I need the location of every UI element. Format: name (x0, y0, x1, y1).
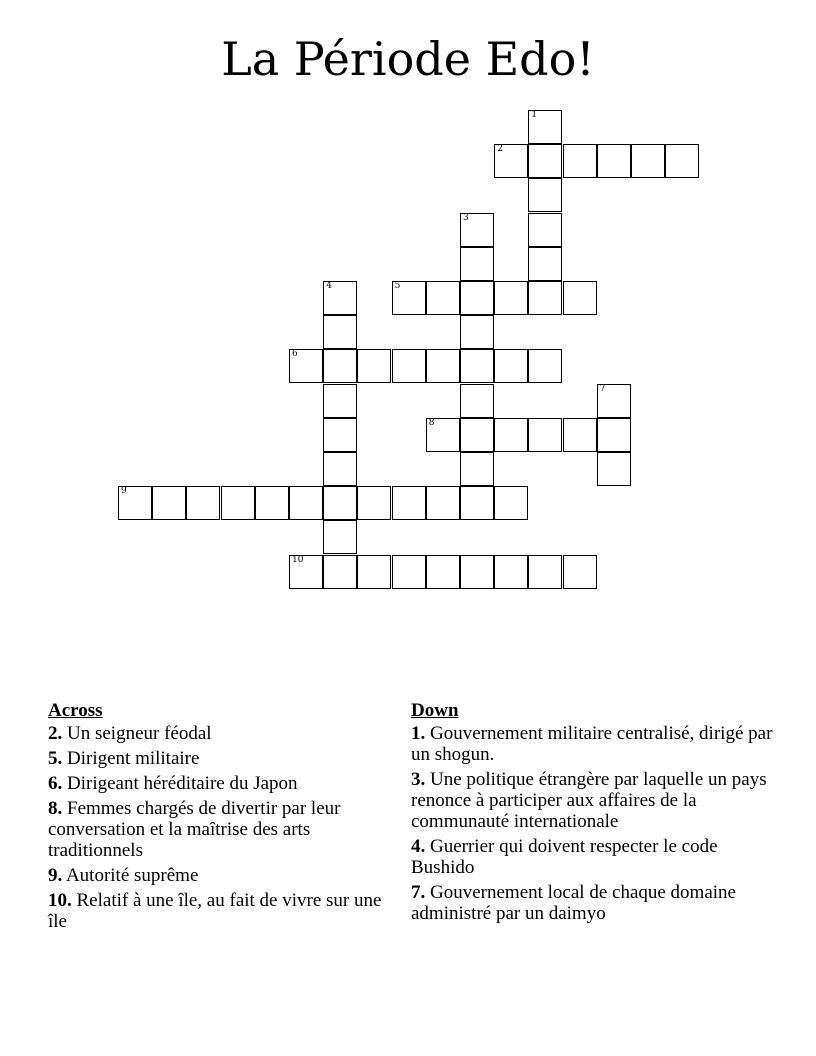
clue-number: 6. (48, 773, 63, 794)
clue-text: Femmes chargés de divertir par leur conversation et la maîtrise des arts traditionnels (48, 798, 341, 861)
grid-cell[interactable] (392, 486, 426, 520)
grid-cell[interactable] (357, 555, 391, 589)
clue-across-8 (48, 798, 393, 861)
grid-cell[interactable] (460, 486, 494, 520)
grid-cell[interactable] (323, 520, 357, 554)
clue-text: Un seigneur féodal (67, 723, 212, 744)
grid-cell[interactable] (289, 486, 323, 520)
cell-number: 4 (326, 281, 332, 291)
grid-cell[interactable] (528, 213, 562, 247)
grid-cell[interactable] (528, 144, 562, 178)
grid-cell[interactable] (426, 418, 460, 452)
clue-number: 1. (411, 723, 426, 744)
clue-number: 10. (48, 890, 72, 911)
grid-cell[interactable] (665, 144, 699, 178)
grid-cell[interactable] (597, 144, 631, 178)
grid-cell[interactable] (323, 384, 357, 418)
clue-text: Guerrier qui doivent respecter le code Bushido (411, 836, 718, 878)
down-clues (411, 700, 776, 928)
grid-cell[interactable] (118, 486, 152, 520)
grid-cell[interactable] (460, 555, 494, 589)
clue-down-7 (411, 882, 776, 924)
grid-cell[interactable] (392, 349, 426, 383)
grid-cell[interactable] (323, 281, 357, 315)
grid-cell[interactable] (494, 486, 528, 520)
clue-number: 8. (48, 798, 63, 819)
clue-number: 2. (48, 723, 63, 744)
clue-across-6 (48, 773, 393, 794)
grid-cell[interactable] (289, 349, 323, 383)
grid-cell[interactable] (563, 281, 597, 315)
cell-number: 5 (394, 281, 401, 291)
grid-cell[interactable] (494, 144, 528, 178)
grid-cell[interactable] (528, 247, 562, 281)
grid-cell[interactable] (460, 247, 494, 281)
grid-cell[interactable] (152, 486, 186, 520)
cell-number: 6 (292, 349, 298, 360)
cell-number: 2 (497, 144, 503, 155)
grid-cell[interactable] (460, 384, 494, 418)
clue-text: Gouvernement militaire centralisé, dirigé par un shogun. (411, 723, 773, 765)
grid-cell[interactable] (426, 281, 460, 315)
clue-text: Autorité suprême (65, 865, 199, 886)
clue-text: Une politique étrangère par laquelle un pays renonce à participer aux affaires de la communauté internationale (411, 769, 767, 832)
clue-number: 4. (411, 836, 426, 857)
grid-cell[interactable] (323, 555, 357, 589)
grid-cell[interactable] (528, 178, 562, 212)
grid-cell[interactable] (528, 349, 562, 383)
grid-cell[interactable] (323, 452, 357, 486)
grid-cell[interactable] (597, 384, 631, 418)
cell-number: 7 (599, 383, 606, 394)
clue-across-10 (48, 890, 393, 932)
clue-down-4 (411, 836, 776, 878)
grid-cell[interactable] (597, 418, 631, 452)
page-title: La Période Edo! (221, 32, 595, 86)
grid-cell[interactable] (460, 418, 494, 452)
grid-cell[interactable] (426, 486, 460, 520)
clue-down-3 (411, 769, 776, 832)
cell-number: 8 (428, 417, 435, 428)
grid-cell[interactable] (357, 486, 391, 520)
clue-across-2 (48, 723, 393, 744)
clue-text: Gouvernement local de chaque domaine administré par un daimyo (411, 882, 736, 924)
clue-number: 5. (48, 748, 63, 769)
grid-cell[interactable] (289, 555, 323, 589)
clue-text: Dirigeant héréditaire du Japon (67, 773, 298, 794)
grid-cell[interactable] (323, 315, 357, 349)
across-heading: Across (48, 700, 103, 721)
clue-number: 7. (411, 882, 426, 903)
cell-number: 9 (121, 486, 127, 497)
cell-number: 3 (463, 212, 469, 223)
clue-down-1 (411, 723, 776, 765)
grid-cell[interactable] (631, 144, 665, 178)
clue-number: 9. (48, 865, 63, 886)
grid-cell[interactable] (357, 349, 391, 383)
grid-cell[interactable] (528, 281, 562, 315)
grid-cell[interactable] (597, 452, 631, 486)
grid-cell[interactable] (563, 555, 597, 589)
down-heading: Down (411, 700, 459, 721)
grid-cell[interactable] (426, 349, 460, 383)
grid-cell[interactable] (563, 418, 597, 452)
grid-cell[interactable] (460, 315, 494, 349)
grid-cell[interactable] (186, 486, 220, 520)
across-clues (48, 700, 393, 936)
grid-cell[interactable] (528, 418, 562, 452)
grid-cell[interactable] (460, 349, 494, 383)
grid-cell[interactable] (323, 486, 357, 520)
grid-cell[interactable] (392, 555, 426, 589)
clue-text: Relatif à une île, au fait de vivre sur une île (48, 890, 382, 932)
grid-cell[interactable] (323, 349, 357, 383)
grid-cell[interactable] (528, 110, 562, 144)
grid-cell[interactable] (460, 452, 494, 486)
cell-number: 1 (531, 110, 538, 120)
grid-cell[interactable] (460, 213, 494, 247)
grid-cell[interactable] (563, 144, 597, 178)
grid-cell[interactable] (494, 281, 528, 315)
grid-cell[interactable] (426, 555, 460, 589)
clue-across-5 (48, 748, 393, 769)
grid-cell[interactable] (323, 418, 357, 452)
grid-cell[interactable] (460, 281, 494, 315)
grid-cell[interactable] (255, 486, 289, 520)
grid-cell[interactable] (494, 418, 528, 452)
clue-text: Dirigent militaire (67, 748, 200, 769)
grid-cell[interactable] (494, 555, 528, 589)
grid-cell[interactable] (221, 486, 255, 520)
grid-cell[interactable] (528, 555, 562, 589)
grid-cell[interactable] (494, 349, 528, 383)
cell-number: 10 (292, 554, 304, 565)
clue-across-9 (48, 865, 393, 886)
clue-number: 3. (411, 769, 426, 790)
grid-cell[interactable] (392, 281, 426, 315)
